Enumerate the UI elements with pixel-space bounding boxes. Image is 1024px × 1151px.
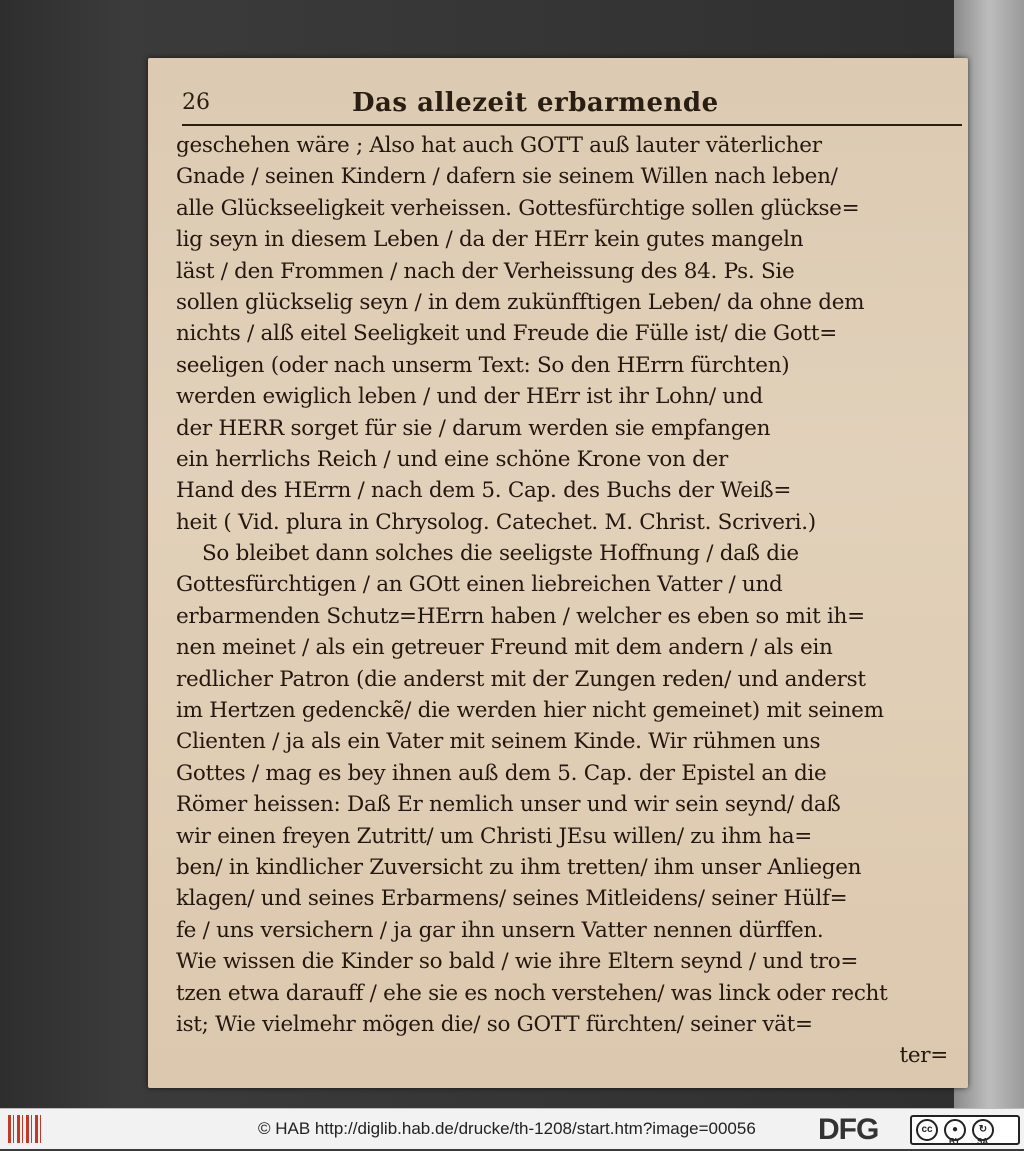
text-line: nen meinet / als ein getreuer Freund mit dem andern / als ein — [176, 635, 833, 661]
text-line: klagen/ und seines Erbarmens/ seines Mitleidens/ seiner Hülf= — [176, 886, 848, 912]
text-line: redlicher Patron (die anderst mit der Zungen reden/ und anderst — [176, 666, 866, 692]
text-line: fe / uns versichern / ja gar ihn unsern Vatter nennen dürffen. — [176, 917, 824, 943]
cc-icon: cc — [916, 1119, 938, 1141]
body-text — [176, 130, 956, 1072]
text-line: tzen etwa darauff / ehe sie es noch verstehen/ was linck oder recht — [176, 980, 888, 1006]
running-title: Das allezeit erbarmende — [352, 88, 719, 118]
text-line: wir einen freyen Zutritt/ um Christi JEsu willen/ zu ihm ha= — [176, 823, 812, 849]
page-number: 26 — [182, 90, 210, 115]
by-icon: ● BY — [944, 1119, 966, 1141]
text-line: Römer heissen: Daß Er nemlich unser und wir sein seynd/ daß — [176, 792, 841, 818]
text-line: geschehen wäre ; Also hat auch GOTT auß lauter väterlicher — [176, 133, 822, 158]
page-header — [182, 88, 962, 126]
text-line: läst / den Frommen / nach der Verheissung des 84. Ps. Sie — [176, 258, 795, 284]
source-link[interactable]: © HAB http://diglib.hab.de/drucke/th-1208/start.htm?image=00056 — [258, 1119, 756, 1138]
hab-logo-icon — [8, 1115, 44, 1143]
book-page — [148, 58, 968, 1088]
catchword: ter= — [899, 1043, 948, 1069]
text-line: Gottesfürchtigen / an GOtt einen liebreichen Vatter / und — [176, 572, 783, 598]
text-line: ist; Wie vielmehr mögen die/ so GOTT fürchten/ seiner vät= — [176, 1011, 813, 1037]
text-line: heit ( Vid. plura in Chrysolog. Catechet. M. Christ. Scriveri.) — [176, 509, 816, 535]
text-line: alle Glückseeligkeit verheissen. Gottesfürchtige sollen glückse= — [176, 195, 860, 221]
text-line: seeligen (oder nach unserm Text: So den HErrn fürchten) — [176, 352, 790, 378]
viewer-footer — [0, 1108, 1024, 1149]
text-line: sollen glückselig seyn / in dem zukünfftigen Leben/ da ohne dem — [176, 289, 865, 315]
text-line: lig seyn in diesem Leben / da der HErr kein gutes mangeln — [176, 227, 804, 253]
text-line: ein herrlichs Reich / und eine schöne Krone von der — [176, 446, 728, 472]
text-line: im Hertzen gedenckẽ/ die werden hier nicht gemeinet) mit seinem — [176, 698, 884, 724]
text-line: werden ewiglich leben / und der HErr ist ihr Lohn/ und — [176, 384, 763, 410]
text-line: ben/ in kindlicher Zuversicht zu ihm tretten/ ihm unser Anliegen — [176, 854, 862, 880]
text-line: Gnade / seinen Kindern / dafern sie seinem Willen nach leben/ — [176, 164, 838, 190]
sa-icon: ↻ SA — [972, 1119, 994, 1141]
text-line: Gottes / mag es bey ihnen auß dem 5. Cap. der Epistel an die — [176, 760, 827, 786]
text-line: Clienten / ja als ein Vater mit seinem Kinde. Wir rühmen uns — [176, 729, 821, 755]
text-line: nichts / alß eitel Seeligkeit und Freude die Fülle ist/ die Gott= — [176, 321, 837, 347]
text-line: So bleibet dann solches die seeligste Hoffnung / daß die — [202, 541, 799, 567]
license-badge[interactable] — [910, 1115, 1020, 1145]
text-line: Hand des HErrn / nach dem 5. Cap. des Buchs der Weiß= — [176, 478, 792, 504]
text-line: der HERR sorget für sie / darum werden sie empfangen — [176, 415, 771, 441]
text-line: Wie wissen die Kinder so bald / wie ihre Eltern seynd / und tro= — [176, 949, 859, 975]
dfg-logo: DFG — [818, 1113, 879, 1146]
text-line: erbarmenden Schutz=HErrn haben / welcher es eben so mit ih= — [176, 603, 865, 629]
